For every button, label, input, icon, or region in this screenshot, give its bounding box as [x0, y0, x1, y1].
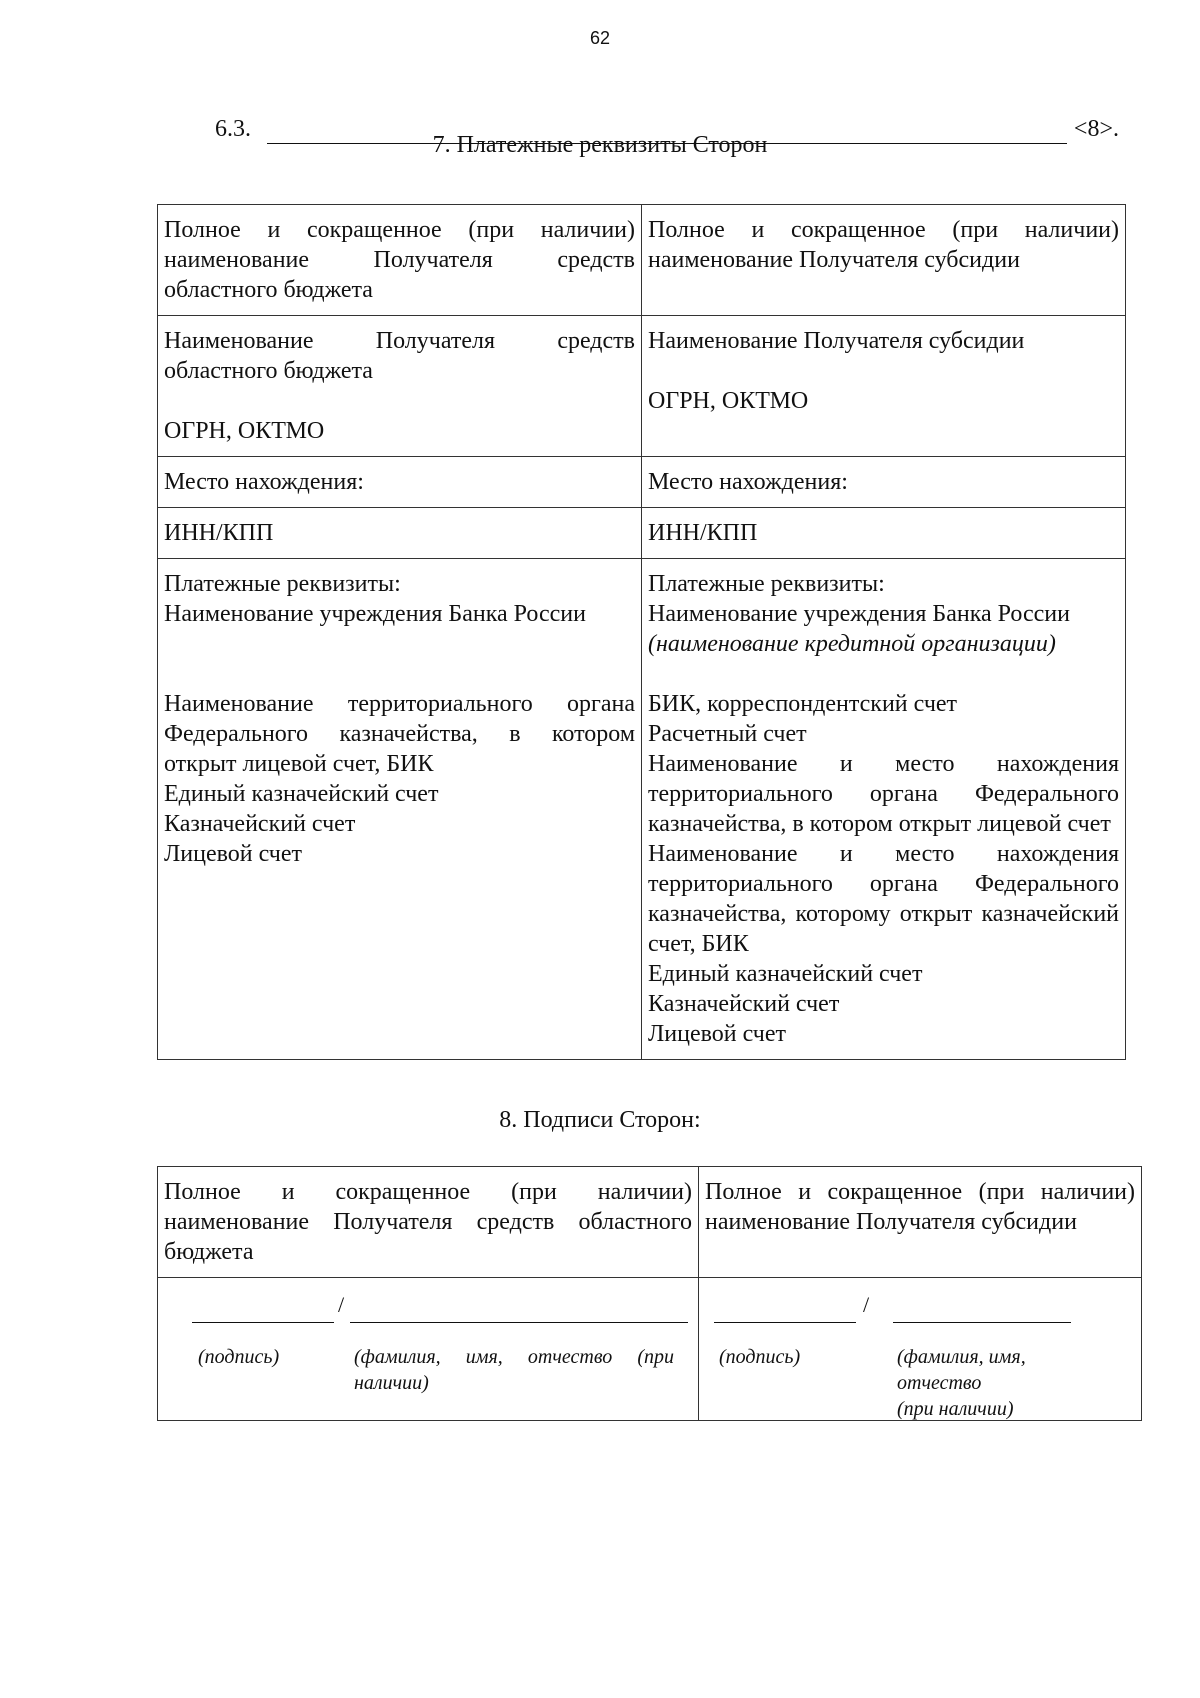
table-cell: Полное и сокращенное (при наличии) наименование Получателя субсидии	[699, 1167, 1142, 1278]
cell-line: Платежные реквизиты:	[164, 571, 401, 597]
table-cell	[158, 559, 642, 1060]
table-row	[158, 316, 1126, 457]
signature-caption: (подпись)	[719, 1346, 801, 1368]
cell-line: Наименование учреждения Банка России	[164, 601, 586, 627]
cell-line: ОГРН, ОКТМО	[164, 418, 325, 444]
table-row	[158, 1278, 1142, 1421]
cell-line: Единый казначейский счет	[648, 961, 923, 987]
table-row	[158, 457, 1126, 508]
signature-slash: /	[338, 1292, 345, 1317]
cell-line: (наименование кредитной организации)	[648, 631, 1056, 657]
full-name-line	[350, 1322, 688, 1323]
clause-number: 6.3.	[215, 116, 251, 142]
caption-line: (фамилия, имя, отчество	[897, 1346, 1026, 1394]
section-7-title: 7. Платежные реквизиты Сторон	[432, 132, 768, 158]
table-cell: Место нахождения:	[642, 457, 1126, 508]
table-row	[158, 559, 1126, 1060]
page-number: 62	[589, 28, 611, 48]
table-cell: Место нахождения:	[158, 457, 642, 508]
right-signature-cell	[699, 1278, 1142, 1421]
name-caption	[897, 1344, 1072, 1422]
signature-caption: (подпись)	[198, 1346, 280, 1368]
cell-line: ОГРН, ОКТМО	[648, 388, 809, 414]
table-cell: ИНН/КПП	[158, 508, 642, 559]
cell-line: БИК, корреспондентский счет	[648, 691, 958, 717]
caption-line: (при наличии)	[897, 1398, 1014, 1420]
signature-line	[192, 1322, 334, 1323]
cell-line: Казначейский счет	[648, 991, 840, 1017]
table-cell	[158, 316, 642, 457]
table-row	[158, 508, 1126, 559]
full-name-line	[893, 1322, 1071, 1323]
cell-line: Лицевой счет	[648, 1021, 787, 1047]
signature-line	[714, 1322, 856, 1323]
table-cell: Полное и сокращенное (при наличии) наименование Получателя средств областного бюджета	[158, 1167, 699, 1278]
left-signature-cell	[158, 1278, 699, 1421]
cell-line: Расчетный счет	[648, 721, 807, 747]
table-row	[158, 1167, 1142, 1278]
table-cell: ИНН/КПП	[642, 508, 1126, 559]
section-8-title: 8. Подписи Сторон:	[499, 1107, 701, 1133]
table-cell	[642, 316, 1126, 457]
cell-line: Наименование учреждения Банка России	[648, 601, 1070, 627]
cell-line: Наименование территориального органа Федерального казначейства, в котором открыт лицевой счет, БИК	[164, 691, 635, 777]
cell-line: Наименование и место нахождения территориального органа Федерального казначейства, в котором открыт лицевой счет	[648, 751, 1119, 837]
cell-line: Наименование и место нахождения территориального органа Федерального казначейства, которому открыт казначейский счет, БИК	[648, 841, 1119, 957]
cell-line: Наименование Получателя субсидии	[648, 328, 1025, 354]
table-cell	[642, 559, 1126, 1060]
table-cell: Полное и сокращенное (при наличии) наименование Получателя средств областного бюджета	[158, 205, 642, 316]
signatures-table	[157, 1166, 1142, 1421]
clause-footnote-ref: <8>.	[1073, 116, 1119, 142]
payment-details-table	[157, 204, 1126, 1060]
cell-line: Единый казначейский счет	[164, 781, 439, 807]
signature-slash: /	[863, 1292, 870, 1317]
table-row	[158, 205, 1126, 316]
cell-line: Лицевой счет	[164, 841, 303, 867]
table-cell: Полное и сокращенное (при наличии) наименование Получателя субсидии	[642, 205, 1126, 316]
cell-line: Платежные реквизиты:	[648, 571, 885, 597]
cell-line: Наименование Получателя средств областного бюджета	[164, 328, 635, 384]
cell-line: Казначейский счет	[164, 811, 356, 837]
name-caption: (фамилия, имя, отчество (при наличии)	[354, 1346, 674, 1394]
